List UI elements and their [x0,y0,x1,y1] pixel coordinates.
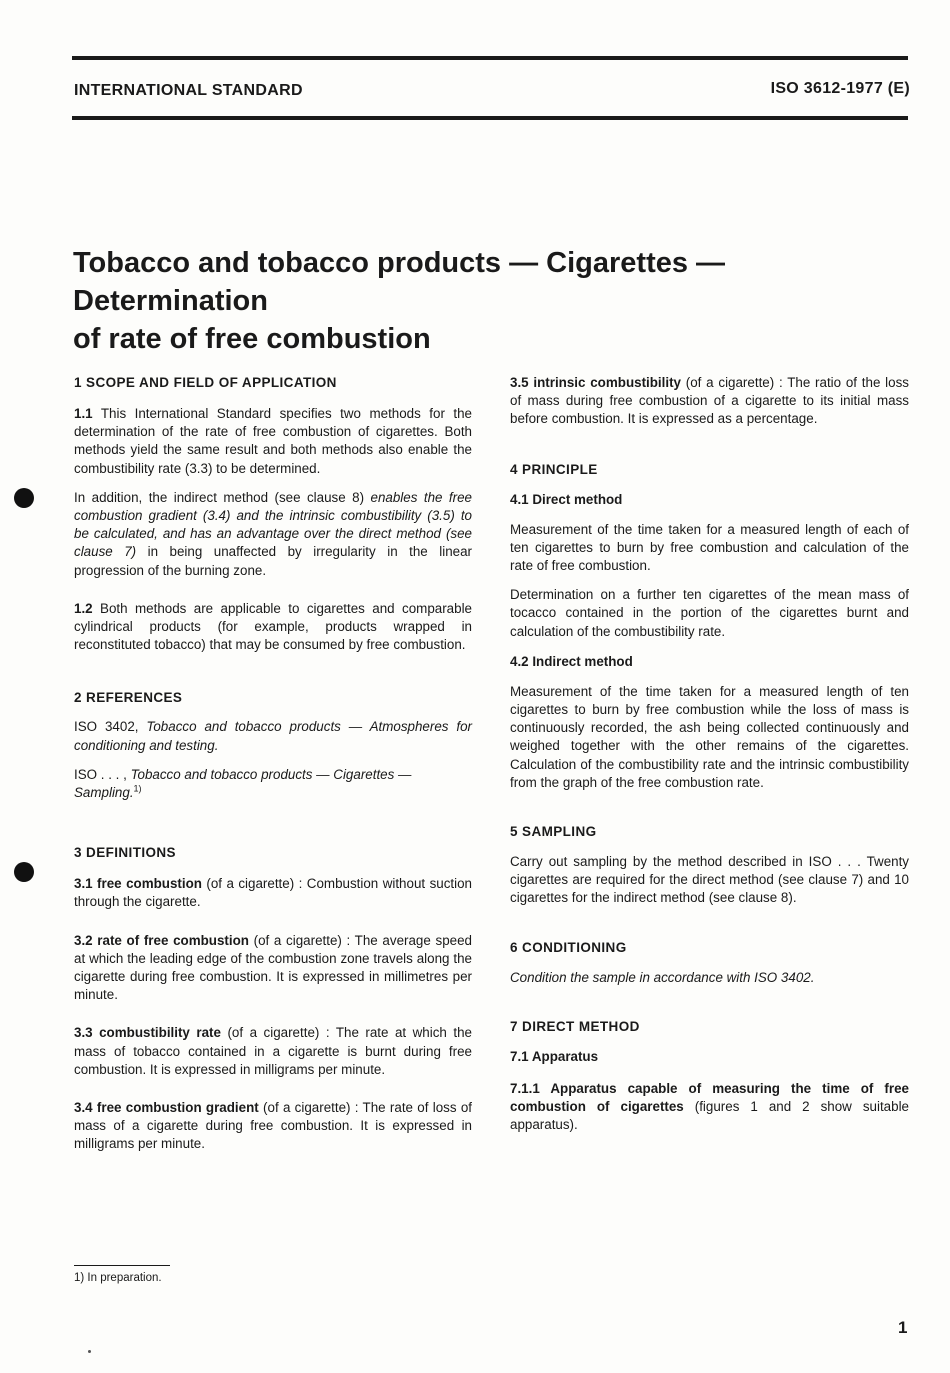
reference-code: ISO . . . , [74,766,131,782]
left-column [74,374,472,1154]
paragraph-6: Condition the sample in accordance with ISO 3402. [510,969,815,985]
punch-hole-mark-2 [14,862,34,882]
definition-text: (of a cigarette) : The rate at which the mass of tobacco contained in a cigarette is burnt during free combustion. It is expressed in milligrams per minute. [74,1025,472,1077]
header-bottom-rule [72,116,908,120]
definition-term: 3.1 free combustion [74,876,202,892]
title-line-1: Tobacco and tobacco products — Cigarettes — Determination [73,247,726,317]
section-4-2-heading: 4.2 Indirect method [510,653,633,669]
definition-text: (of a cigarette) : The ratio of the loss of mass during free combustion of a cigarette to its initial mass before combustion. It is expressed as a percentage. [510,375,909,427]
definition-3-2 [74,932,472,1005]
footnote-marker: 1) [133,783,142,794]
clause-text: Both methods are applicable to cigarettes and comparable cylindrical products (for example, products wrapped in reconstituted tobacco) that may be consumed by free combustion. [74,600,472,653]
definition-text: (of a cigarette) : The average speed at which the leading edge of the combustion zone travels along the cigarette during free combustion. It is expressed in millimetres per minute. [74,932,472,1003]
reference-title: Tobacco and tobacco products — Cigarettes — Sampling. [74,766,412,801]
right-column [510,374,909,1134]
header-top-rule [72,56,908,60]
definition-3-3 [74,1024,472,1079]
text-run-italic: enables the free combustion gradient (3.4) and the intrinsic combustibility (3.5) to be calculated, and has an advantage over the direct method (see clause 7) [74,489,472,560]
clause-number: 1.1 [74,406,93,421]
paragraph-7-1-1 [510,1080,909,1135]
paragraph-5: Carry out sampling by the method described in ISO . . . Twenty cigarettes are required for the direct method (see clause 7) and 10 cigarettes for the indirect method (see clause 8). [510,854,909,906]
definition-3-1 [74,875,472,911]
header-standard-number: ISO 3612-1977 (E) [770,80,910,97]
definition-term: 3.4 free combustion gradient [74,1100,259,1116]
section-4-heading: 4 PRINCIPLE [510,461,598,477]
section-3-heading: 3 DEFINITIONS [74,845,176,861]
section-1-heading: 1 SCOPE AND FIELD OF APPLICATION [74,375,337,390]
text-run: In addition, the indirect method (see clause 8) [74,489,371,505]
reference-title: Tobacco and tobacco products — Atmospheres for conditioning and testing. [74,719,472,753]
section-2-heading: 2 REFERENCES [74,690,183,706]
section-4-1-heading: 4.1 Direct method [510,491,623,507]
scan-speck [88,1350,91,1353]
footnote: 1) In preparation. [74,1272,162,1284]
definition-3-5 [510,374,909,429]
definition-text: (of a cigarette) : Combustion without suction through the cigarette. [74,876,472,910]
paragraph-1-1-continued [74,489,472,580]
clause-term: 7.1.1 Apparatus capable of measuring the time of free combustion of cigarettes [510,1080,909,1115]
section-5-heading: 5 SAMPLING [510,824,597,840]
definition-term: 3.2 rate of free combustion [74,932,249,948]
reference-1 [74,718,472,754]
paragraph-1-2 [74,600,472,655]
page-number: 1 [898,1318,908,1337]
punch-hole-mark-1 [14,488,34,508]
title-line-2: of rate of free combustion [73,323,431,355]
clause-text: This International Standard specifies two methods for the determination of the rate of free combustion of cigarettes. Both methods yield the same result and both methods also enable the combustibility rate (3.3) to be determined. [74,406,472,476]
definition-text: (of a cigarette) : The rate of loss of mass of a cigarette during free combustion. It is expressed in milligrams per minute. [74,1100,472,1152]
header-standard-label: INTERNATIONAL STANDARD [74,82,303,99]
reference-code: ISO 3402, [74,719,147,735]
definition-term: 3.3 combustibility rate [74,1025,221,1041]
clause-number: 1.2 [74,600,93,616]
definition-3-4 [74,1099,472,1154]
clause-text: (figures 1 and 2 show suitable apparatus). [510,1099,909,1133]
paragraph-4-1-b: Determination on a further ten cigarettes of the mean mass of tocacco contained in the portion of the cigarettes burnt and calculation of the combustibility rate. [510,587,909,639]
paragraph-1-1 [74,405,472,478]
paragraph-4-2: Measurement of the time taken for a measured length of ten cigarettes to burn by free combustion while the loss of mass is continuously recorded, the ash being collected continuously and weighed together with the other remains of the cigarettes. Calculation of the combustibility rate and the intrinsic combustibility from the graph of the free combustion rate. [510,683,909,790]
section-7-heading: 7 DIRECT METHOD [510,1018,640,1034]
document-title [73,244,913,358]
paragraph-4-1-a: Measurement of the time taken for a measured length of each of ten cigarettes to burn by free combustion and calculation of the rate of free combustion. [510,521,909,574]
definition-term: 3.5 intrinsic combustibility [510,375,681,390]
text-run: in being unaffected by irregularity in the linear progression of the burning zone. [74,544,472,578]
footnote-rule [74,1265,170,1266]
reference-2 [74,766,472,802]
section-6-heading: 6 CONDITIONING [510,939,627,955]
section-7-1-heading: 7.1 Apparatus [510,1048,599,1064]
